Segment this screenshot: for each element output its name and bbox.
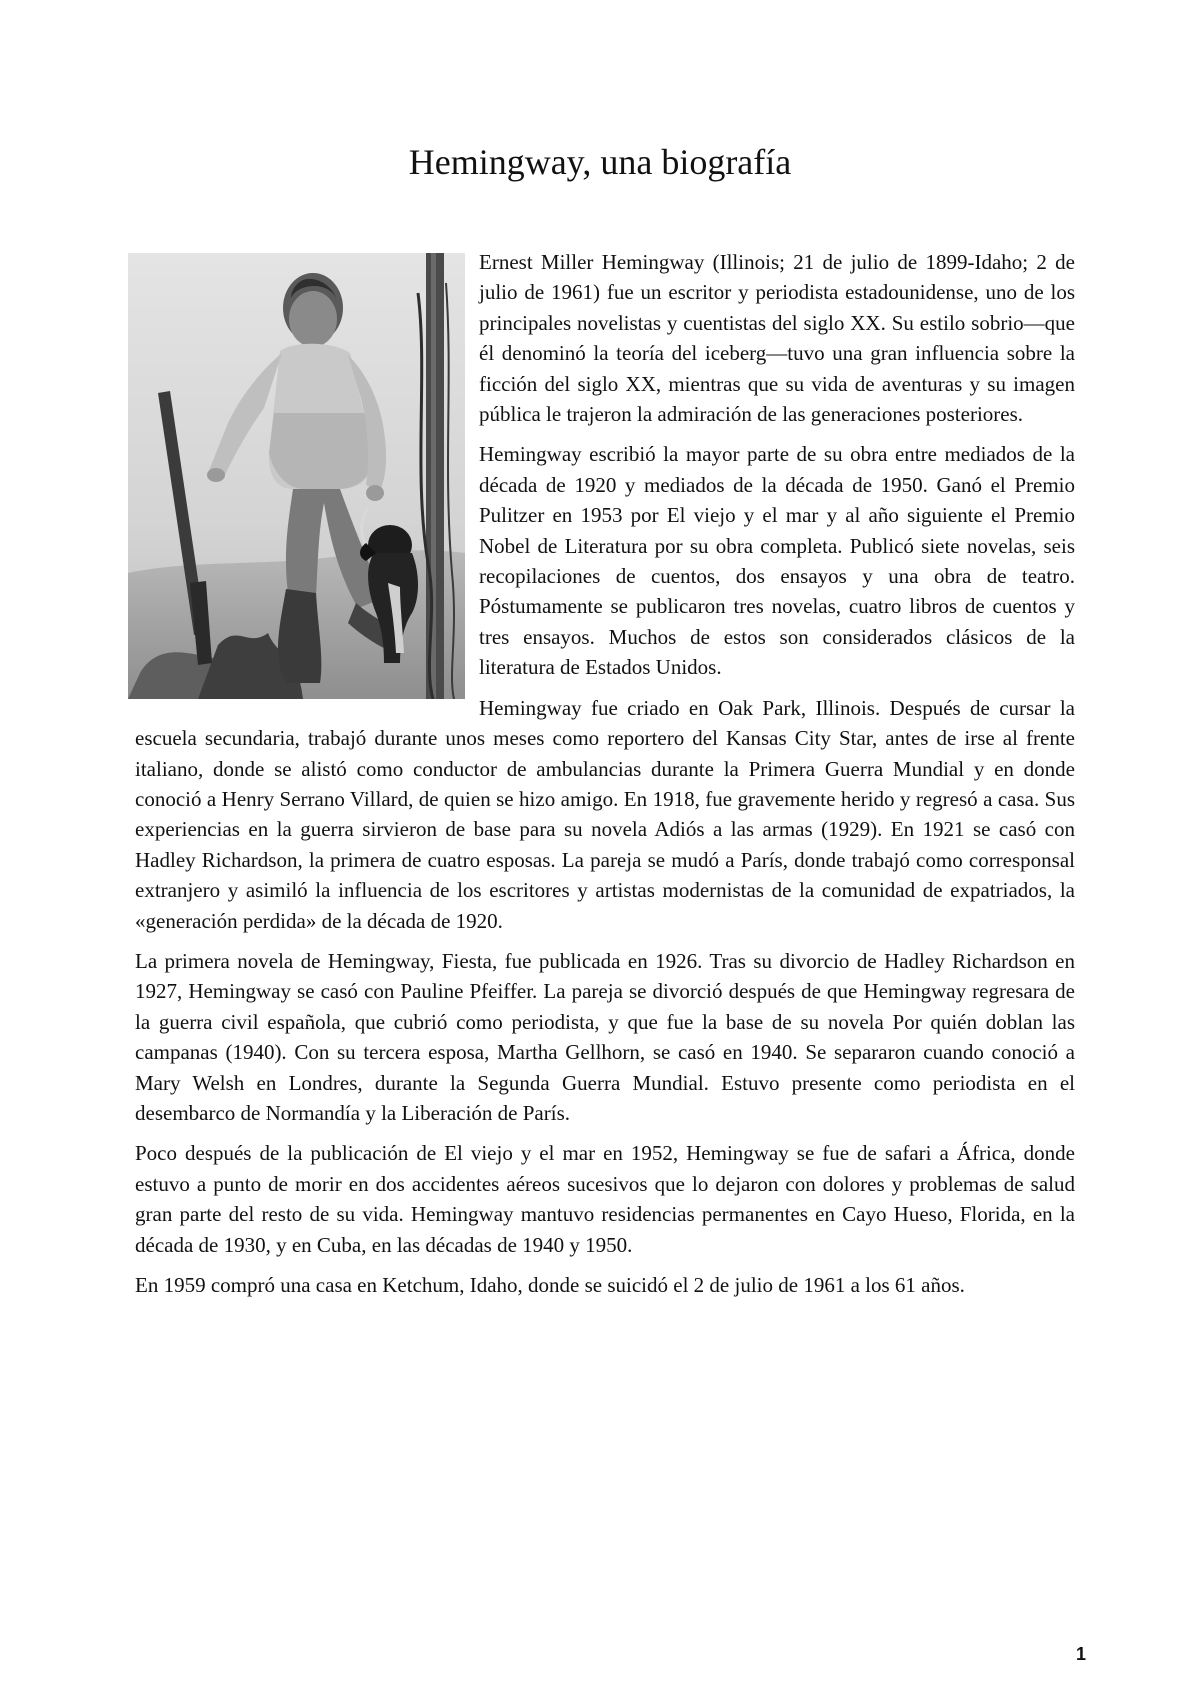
paragraph-2: Hemingway escribió la mayor parte de su obra entre mediados de la década de 1920 y mediados de la década de 1950. Ganó el Premio Pulitzer en 1953 por El viejo y el mar y al año siguiente el Premio Nobel de Literatura por su obra completa. Publicó siete novelas, seis recopilaciones de cuentos, dos ensayos y una obra de teatro. Póstumamente se publicaron tres novelas, cuatro libros de cuentos y tres ensayos. Muchos de estos son considerados clásicos de la literatura de Estados Unidos. — [479, 442, 1075, 680]
paragraph-6: En 1959 compró una casa en Ketchum, Idaho, donde se suicidó el 2 de julio de 1961 a los 61 años. — [135, 1273, 965, 1297]
paragraph-3: Hemingway fue criado en Oak Park, Illinois. Después de cursar la escuela secundaria, trabajó durante unos meses como reportero del Kansas City Star, antes de irse al frente italiano, donde se alistó como conductor de ambulancias durante la Primera Guerra Mundial y en donde conoció a Henry Serrano Villard, de quien se hizo amigo. En 1918, fue gravemente herido y regresó a casa. Sus experiencias en la guerra sirvieron de base para su novela Adiós a las armas (1929). En 1921 se casó con Hadley Richardson, la primera de cuatro esposas. La pareja se mudó a París, donde trabajó como corresponsal extranjero y asimiló la influencia de los escritores y artistas modernistas de la comunidad de expatriados, la «generación perdida» de la década de 1920. — [135, 695, 1075, 933]
photo-portrait-icon — [128, 253, 465, 699]
biography-body — [135, 247, 1075, 1310]
hemingway-photo — [128, 253, 465, 699]
page-title: Hemingway, una biografía — [408, 142, 792, 182]
page-number: 1 — [1075, 1644, 1086, 1664]
paragraph-5: Poco después de la publicación de El viejo y el mar en 1952, Hemingway se fue de safari a África, donde estuvo a punto de morir en dos accidentes aéreos sucesivos que lo dejaron con dolores y problemas de salud gran parte del resto de su vida. Hemingway mantuvo residencias permanentes en Cayo Hueso, Florida, en la década de 1930, y en Cuba, en las décadas de 1940 y 1950. — [135, 1141, 1075, 1257]
paragraph-4: La primera novela de Hemingway, Fiesta, fue publicada en 1926. Tras su divorcio de Hadley Richardson en 1927, Hemingway se casó con Pauline Pfeiffer. La pareja se divorció después de que Hemingway regresara de la guerra civil española, que cubrió como periodista, y que fue la base de su novela Por quién doblan las campanas (1940). Con su tercera esposa, Martha Gellhorn, se casó en 1940. Se separaron cuando conoció a Mary Welsh en Londres, durante la Segunda Guerra Mundial. Estuvo presente como periodista en el desembarco de Normandía y la Liberación de París. — [135, 948, 1075, 1125]
paragraph-1: Ernest Miller Hemingway (Illinois; 21 de julio de 1899-Idaho; 2 de julio de 1961) fue un escritor y periodista estadounidense, uno de los principales novelistas y cuentistas del siglo XX. Su estilo sobrio—que él denominó la teoría del iceberg—tuvo una gran influencia sobre la ficción del siglo XX, mientras que su vida de aventuras y su imagen pública le trajeron la admiración de las generaciones posteriores. — [479, 250, 1075, 427]
